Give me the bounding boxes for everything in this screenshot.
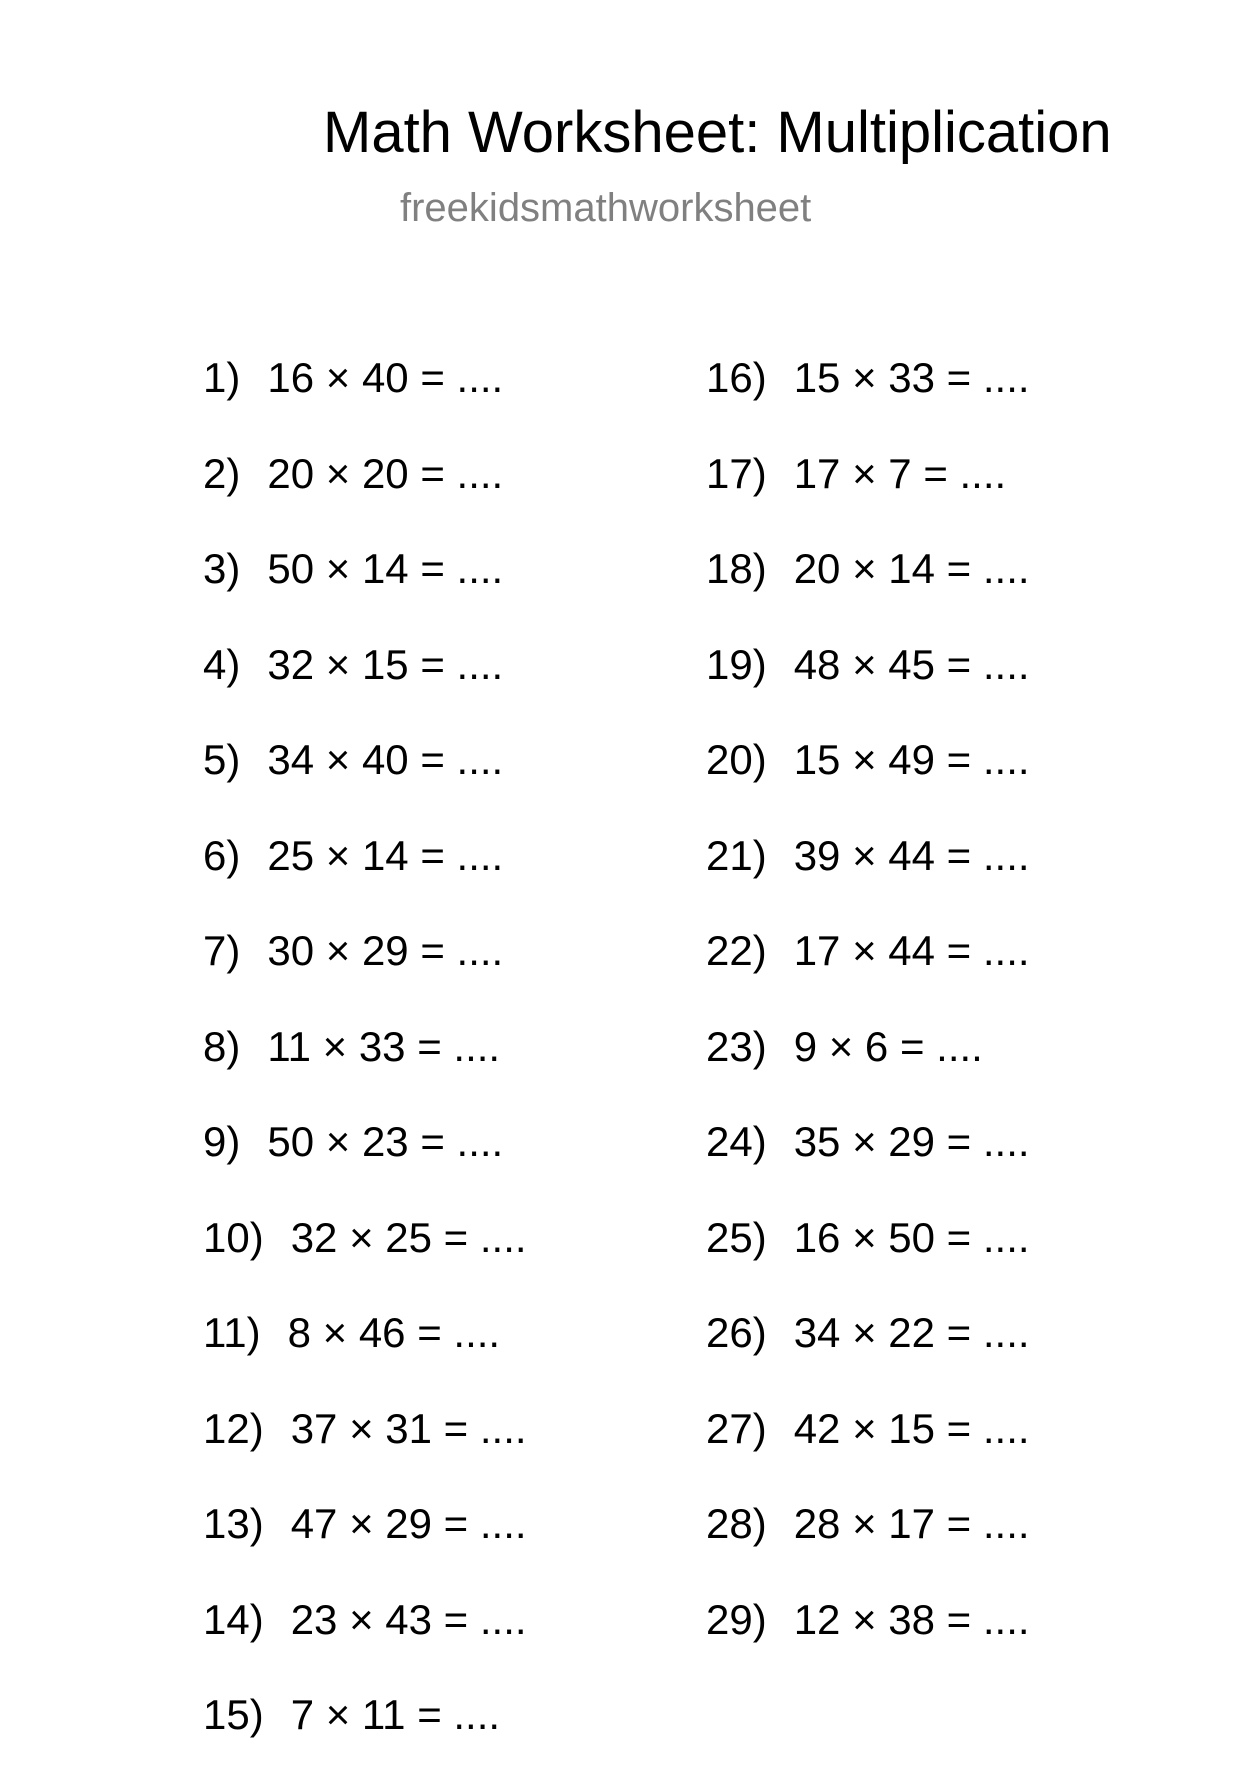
problem-number: 9) <box>203 1118 241 1165</box>
problem-number: 20) <box>706 736 767 783</box>
problem-expression: 34 × 40 = .... <box>267 736 504 783</box>
problem-number: 10) <box>203 1213 264 1261</box>
problem-expression: 35 × 29 = .... <box>793 1118 1030 1165</box>
problem-number: 6) <box>203 831 241 879</box>
problem-item <box>203 1690 527 1786</box>
problem-expression: 16 × 40 = .... <box>267 354 504 401</box>
problem-number: 27) <box>706 1404 767 1452</box>
problem-item <box>203 926 527 1022</box>
problem-number: 23) <box>706 1022 767 1070</box>
problem-item <box>706 926 1030 1022</box>
problem-number: 26) <box>706 1309 767 1356</box>
problem-item <box>203 353 527 449</box>
problem-number: 17) <box>706 449 767 497</box>
problem-item <box>203 1595 527 1691</box>
problem-expression: 30 × 29 = .... <box>267 927 504 974</box>
problem-expression: 12 × 38 = .... <box>793 1595 1030 1643</box>
worksheet-subtitle: freekidsmathworksheet <box>400 186 812 230</box>
problem-number: 29) <box>706 1595 767 1643</box>
problem-expression: 16 × 50 = .... <box>793 1213 1030 1261</box>
problem-expression: 11 × 33 = .... <box>267 1022 501 1070</box>
problem-expression: 9 × 6 = .... <box>793 1022 983 1070</box>
problem-number: 14) <box>203 1595 264 1643</box>
problem-item <box>706 640 1030 736</box>
problem-number: 19) <box>706 640 767 688</box>
problem-item <box>203 1022 527 1118</box>
problem-expression: 20 × 20 = .... <box>267 449 504 497</box>
problem-item <box>706 1595 1030 1691</box>
problem-expression: 50 × 14 = .... <box>267 545 504 592</box>
problem-number: 5) <box>203 736 241 783</box>
problem-item <box>706 449 1030 545</box>
problem-number: 28) <box>706 1500 767 1547</box>
problem-number: 12) <box>203 1404 264 1452</box>
problem-number: 21) <box>706 831 767 879</box>
problem-number: 13) <box>203 1500 264 1547</box>
problem-expression: 47 × 29 = .... <box>290 1500 527 1547</box>
problem-number: 16) <box>706 354 767 401</box>
problem-expression: 25 × 14 = .... <box>267 831 504 879</box>
problem-item <box>706 735 1030 831</box>
problem-number: 25) <box>706 1213 767 1261</box>
problem-number: 4) <box>203 640 241 688</box>
problem-item <box>706 544 1030 640</box>
problem-expression: 32 × 15 = .... <box>267 640 504 688</box>
problem-number: 1) <box>203 354 241 401</box>
problem-item <box>203 831 527 927</box>
problem-item <box>203 735 527 831</box>
problem-expression: 32 × 25 = .... <box>290 1213 527 1261</box>
problem-expression: 42 × 15 = .... <box>793 1404 1030 1452</box>
problem-expression: 34 × 22 = .... <box>793 1309 1030 1356</box>
problems-left-column <box>203 353 527 1786</box>
problem-item <box>706 1213 1030 1309</box>
problem-number: 24) <box>706 1118 767 1165</box>
problem-number: 7) <box>203 927 241 974</box>
problem-expression: 7 × 11 = .... <box>290 1691 501 1738</box>
problem-number: 18) <box>706 545 767 592</box>
problem-item <box>203 640 527 736</box>
problem-item <box>203 1499 527 1595</box>
problem-expression: 8 × 46 = .... <box>287 1309 501 1356</box>
problem-number: 2) <box>203 449 241 497</box>
problem-number: 15) <box>203 1691 264 1738</box>
problem-number: 11) <box>203 1309 261 1356</box>
problem-item <box>203 1117 527 1213</box>
problem-expression: 39 × 44 = .... <box>793 831 1030 879</box>
problem-item <box>203 449 527 545</box>
problem-item <box>706 1022 1030 1118</box>
problem-expression: 48 × 45 = .... <box>793 640 1030 688</box>
problem-expression: 28 × 17 = .... <box>793 1500 1030 1547</box>
problem-item <box>706 1117 1030 1213</box>
problem-item <box>706 1499 1030 1595</box>
problem-number: 22) <box>706 927 767 974</box>
worksheet-title: Math Worksheet: Multiplication <box>323 100 1112 165</box>
problem-expression: 37 × 31 = .... <box>290 1404 527 1452</box>
problem-expression: 23 × 43 = .... <box>290 1595 527 1643</box>
problem-item <box>203 1213 527 1309</box>
problem-expression: 50 × 23 = .... <box>267 1118 504 1165</box>
problem-expression: 17 × 7 = .... <box>793 449 1007 497</box>
problem-expression: 20 × 14 = .... <box>793 545 1030 592</box>
problem-expression: 17 × 44 = .... <box>793 927 1030 974</box>
problem-item <box>203 1308 527 1404</box>
problem-item <box>203 544 527 640</box>
problem-number: 3) <box>203 545 241 592</box>
problem-item <box>706 353 1030 449</box>
problem-item <box>706 1308 1030 1404</box>
problem-expression: 15 × 33 = .... <box>793 354 1030 401</box>
problem-expression: 15 × 49 = .... <box>793 736 1030 783</box>
problem-item <box>203 1404 527 1500</box>
problem-item <box>706 1404 1030 1500</box>
problem-number: 8) <box>203 1022 241 1070</box>
problems-right-column <box>706 353 1030 1690</box>
problem-item <box>706 831 1030 927</box>
